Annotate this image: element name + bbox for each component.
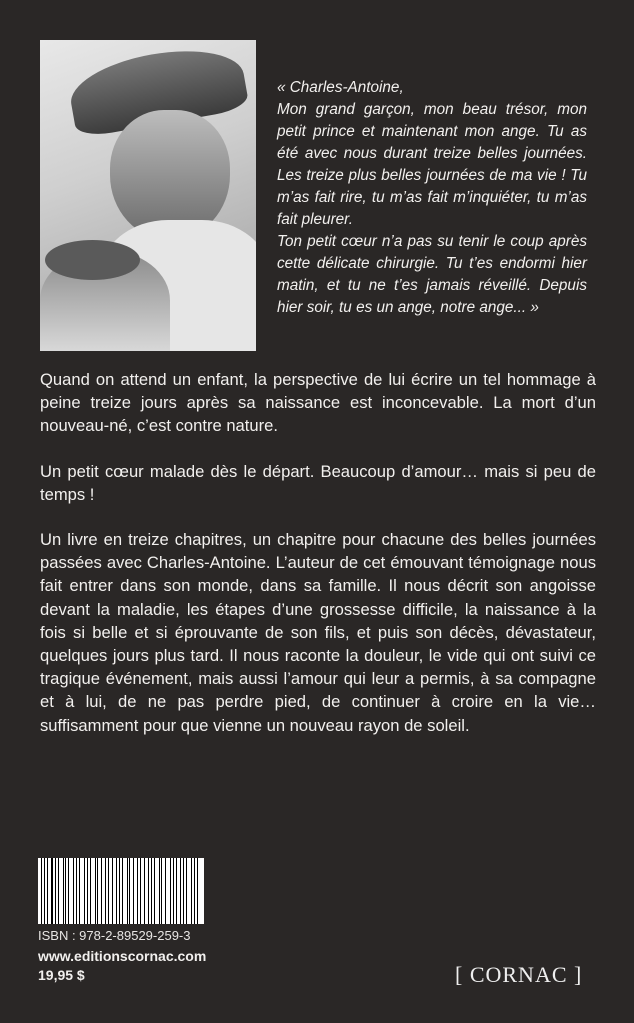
barcode [38, 858, 204, 924]
barcode-bar [73, 858, 74, 924]
quote-block [277, 77, 587, 319]
website-link[interactable]: www.editionscornac.com [38, 948, 207, 964]
barcode-bar [97, 858, 98, 924]
barcode-bar [116, 858, 117, 924]
barcode-bar [180, 858, 181, 924]
isbn: ISBN : 978-2-89529-259-3 [38, 928, 191, 943]
barcode-bar [84, 858, 85, 924]
barcode-bar [51, 858, 52, 924]
blurb-paragraph: Un petit cœur malade dès le départ. Beaucoup d’amour… mais si peu de temps ! [40, 461, 596, 504]
barcode-bar [159, 858, 160, 924]
barcode-bar [148, 858, 149, 924]
barcode-bar [90, 858, 91, 924]
barcode-bar [197, 858, 198, 924]
barcode-bar [68, 858, 69, 924]
barcode-bar [58, 858, 59, 924]
barcode-bar [127, 858, 128, 924]
baby-cap-shape [45, 240, 140, 280]
barcode-bar [170, 858, 171, 924]
quote-paragraph: Ton petit cœur n’a pas su tenir le coup après cette délicate chirurgie. Tu t’es endormi hier matin, et tu ne t’es jamais réveillé. Depuis hier soir, tu es un ange, notre ange... » [277, 233, 587, 316]
barcode-bar [165, 858, 166, 924]
barcode-bar [129, 858, 130, 924]
publisher-logo: [ CORNAC ] [455, 962, 583, 987]
barcode-bar [41, 858, 42, 924]
blurb-paragraph: Un livre en treize chapitres, un chapitre pour chacune des belles journées passées avec Charles-Antoine. L’auteur de cet émouvant témoignage nous fait entrer dans son monde, dans sa famille. Il nous décrit son angoisse devant la maladie, les étapes d’une grossesse difficile, la naissance à la fois si belle et si éprouvante de son fils, et puis son décès, dévastateur, quelques jours plus tard. Il nous raconte la douleur, le vide qui ont suivi ce tragique événement, mais aussi l’amour qui leur a permis, à sa compagne et à lui, de ne pas perdre pied, de continuer à croire en la vie… suffisamment pour que vienne un nouveau rayon de soleil. [40, 530, 596, 735]
blurb [40, 368, 596, 759]
price: 19,95 $ [38, 967, 85, 983]
barcode-bar [108, 858, 109, 924]
quote-paragraph: Mon grand garçon, mon beau trésor, mon petit prince et maintenant mon ange. Tu as été avec nous durant treize belles journées. Les treize plus belles journées de ma vie ! Tu m’as fait rire, tu m’as fait m’inquiéter, tu m’as fait pleurer. [277, 101, 587, 228]
barcode-bar [140, 858, 141, 924]
quote-salutation: « Charles-Antoine, [277, 79, 404, 96]
author-photo [40, 40, 256, 351]
barcode-bar [191, 858, 192, 924]
blurb-paragraph: Quand on attend un enfant, la perspective de lui écrire un tel hommage à peine treize jours après sa naissance est inconcevable. La mort d’un nouveau-né, c’est contre nature. [40, 370, 596, 436]
